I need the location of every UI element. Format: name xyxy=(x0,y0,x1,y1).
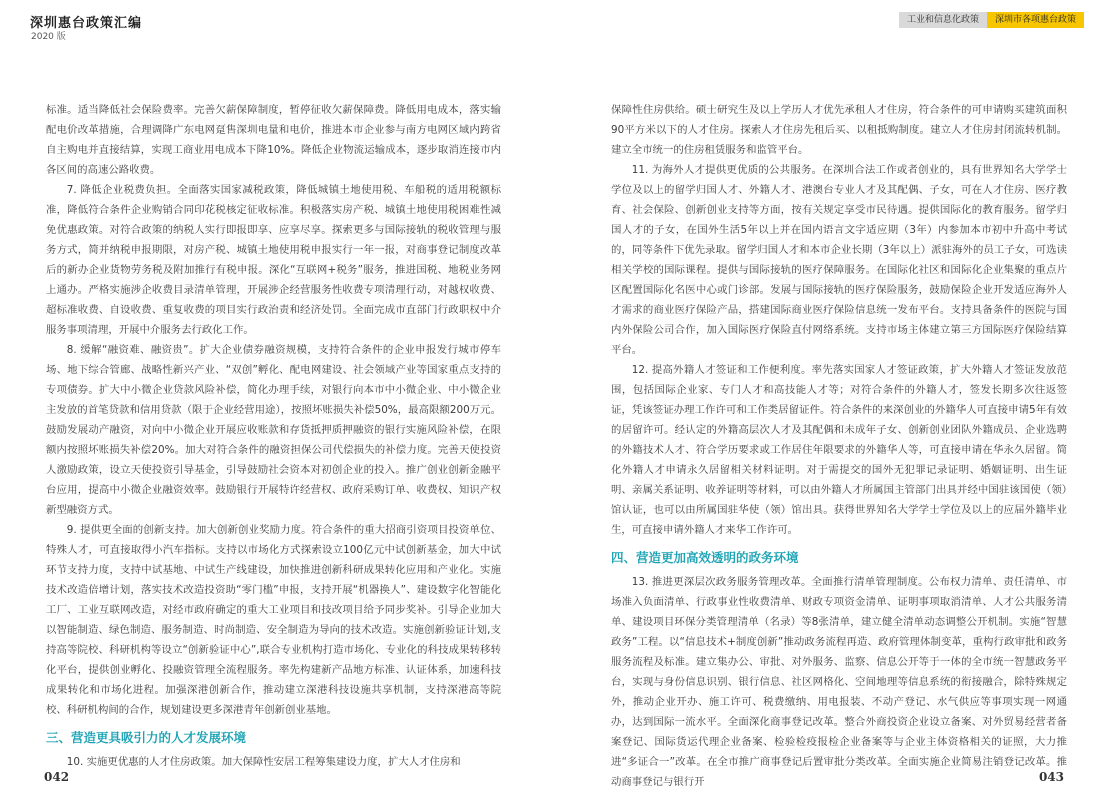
paragraph-item-9: 9. 提供更全面的创新支持。加大创新创业奖励力度。符合条件的重大招商引资项目投资单位、特殊人才，可直接取得小汽车指标。支持以市场化方式探索设立100亿元中试创新基金，加大中试环节支持力度，支持中试基地、中试生产线建设，加快推进创新科研成果转化应用和产业化。实施技术改造倍增计划，落实技术改造投资助“零门槛”申报，支持开展“机器换人”、建设数字化智能化工厂、工业互联网改造，对经市政府确定的重大工业项目和技改项目给予同步奖补。引导企业加大以智能制造、绿色制造、服务制造、时尚制造、安全制造为导向的技术改造。实施创新验证计划,支持高等院校、科研机构等设立“创新验证中心”,联合专业机构打造市场化、专业化的科技成果转移转化平台，提供创业孵化、投融资管理全流程服务。率先构建新产品地方标准、认证体系，加速科技成果转化和市场化进程。加强深港创新合作，推动建立深港科技设施共享机制，支持深港高等院校、科研机构间的合作，规划建设更多深港青年创新创业基地。 xyxy=(46,524,501,716)
paragraph-continuation: 保障性住房供给。硕士研究生及以上学历人才优先承租人才住房，符合条件的可申请购买建筑面积90平方米以下的人才住房。探索人才住房先租后买、以租抵购制度。建立人才住房封闭流转机制。建立全市统一的住房租赁服务和监管平台。 xyxy=(611,104,1067,156)
paragraph-item-8: 8. 缓解“融资难、融资贵”。扩大企业债券融资规模，支持符合条件的企业申报发行城市停车场、地下综合管廊、战略性新兴产业、“双创”孵化、配电网建设、社会领域产业等国家重点支持的专项债券。扩大中小微企业贷款风险补偿，简化办理手续，对银行向本市中小微企业、中小微企业主发放的首笔贷款和信用贷款（限于企业经营用途），按照坏账损失补偿50%，最高限额200万元。鼓励发展动产融资，对向中小微企业开展应收账款和存货抵押质押融资的银行实施风险补偿，在限额内按照坏账损失补偿20%。加大对符合条件的融资担保公司代偿损失的补偿力度。完善天使投资人激励政策，设立天使投资引导基金，引导鼓励社会资本对初创企业的投入。推广创业创新金融平台应用，提高中小微企业融资效率。鼓励银行开展特许经营权、政府采购订单、收费权、知识产权新型融资方式。 xyxy=(46,344,501,516)
section-tags xyxy=(899,12,1084,28)
book-title: 深圳惠台政策汇编 xyxy=(30,16,143,31)
right-text-column xyxy=(611,100,1067,792)
paragraph-continuation: 标准。适当降低社会保险费率。完善欠薪保障制度，暂停征收欠薪保障费。降低用电成本，落实输配电价改革措施，合理调降广东电网趸售深圳电量和电价，推进本市企业参与南方电网区域内跨省自主购电并直接结算，实现工商业用电成本下降10%。降低企业物流运输成本，逐步取消连接市内各区间的高速公路收费。 xyxy=(46,104,501,176)
left-text-column xyxy=(46,100,501,772)
page-number-right: 043 xyxy=(1038,770,1064,784)
right-page xyxy=(551,0,1102,790)
paragraph-item-10: 10. 实施更优惠的人才住房政策。加大保障性安居工程筹集建设力度，扩大人才住房和 xyxy=(66,756,461,768)
section-heading-governance: 四、营造更加高效透明的政务环境 xyxy=(611,550,799,565)
left-page xyxy=(0,0,551,790)
paragraph-item-7: 7. 降低企业税费负担。全面落实国家减税政策，降低城镇土地使用税、车船税的适用税额标准，降低符合条件企业购销合同印花税核定征收标准。积极落实房产税、城镇土地使用税困难性减免优惠政策。对符合政策的纳税人实行即报即享、应享尽享。探索更多与国际接轨的税收管理与服务方式，简并纳税申报期限，对房产税、城镇土地使用税申报实行一年一报，对商事登记制度改革后的新办企业货物劳务税及附加推行有税申报。深化“互联网+税务”服务，推进国税、地税业务网上通办。严格实施涉企收费目录清单管理，开展涉企经营服务性收费专项清理行动，对越权收费、超标准收费、自设收费、重复收费的项目实行政治责和经济处罚。全面完成市直部门行政职权中介服务事项清理，开展中介服务去行政化工作。 xyxy=(46,184,501,336)
paragraph-item-12: 12. 提高外籍人才签证和工作便利度。率先落实国家人才签证政策，扩大外籍人才签证发放范围，包括国际企业家、专门人才和高技能人才等；对符合条件的外籍人才，签发长期多次往返签证，凭该签证办理工作许可和工作类居留证件。符合条件的来深创业的外籍华人可直接申请5年有效的居留许可。经认定的外籍高层次人才及其配偶和未成年子女、创新创业团队外籍成员、企业选聘的外籍技术人才、符合学历要求或工作居住年限要求的外籍华人等，可直接申请在华永久居留。简化外籍人才申请永久居留相关材料证明。对于需提交的国外无犯罪记录证明、婚姻证明、出生证明、亲属关系证明、收养证明等材料，可以由外籍人才所属国主管部门出具并经中国驻该国使（领）馆认证，也可以由所属国驻华使（领）馆出具。获得世界知名大学学士学位及以上的应届外籍毕业生，可直接申请外籍人才来华工作许可。 xyxy=(611,364,1067,536)
paragraph-item-11: 11. 为海外人才提供更优质的公共服务。在深圳合法工作或者创业的，具有世界知名大学学士学位及以上的留学归国人才、外籍人才、港澳台专业人才及其配偶、子女，可在人才住房、医疗教育、社会保险、创新创业支持等方面，按有关规定享受市民待遇。提供国际化的教育服务。留学归国人才的子女，在国外生活5年以上并在国内语言文字适应期（3年）内参加本市初中升高中考试的，同等条件下优先录取。留学归国人才和本市企业长期（3年以上）派驻海外的员工子女，可选读相关学校的国际课程。提供与国际接轨的医疗保障服务。在国际化社区和国际化企业集聚的重点片区配置国际化名医中心或门诊部。发展与国际接轨的医疗保险服务，鼓励保险企业开发适应海外人才需求的商业医疗保险产品，搭建国际商业医疗保险信息统一发布平台。支持具备条件的医院与国内外保险公司合作，加入国际医疗保险直付网络系统。支持市场主体建立第三方国际医疗保险结算平台。 xyxy=(611,164,1067,356)
page-number-left: 042 xyxy=(44,770,70,784)
section-tag: 深圳市各项惠台政策 xyxy=(987,12,1084,28)
section-heading-talent: 三、营造更具吸引力的人才发展环境 xyxy=(46,730,247,745)
edition-year: 2020 版 xyxy=(31,32,66,42)
paragraph-item-13: 13. 推进更深层次政务服务管理改革。全面推行清单管理制度。公布权力清单、责任清单、市场准入负面清单、行政事业性收费清单、财政专项资金清单、证明事项取消清单、人才公共服务清单、建设项目环保分类管理清单（名录）等8张清单，建立健全清单动态调整公开机制。实施“智慧政务”工程。以“信息技术+制度创新”推动政务流程再造、政府管理体制变革，重构行政审批和政务服务流程及标准。建立集办公、审批、对外服务、监察、信息公开等于一体的全市统一智慧政务平台，实现与身份信息识别、银行信息、社区网格化、空间地理等信息系统的衔接融合，除特殊规定外，推动企业开办、施工许可、税费缴纳、用电报装、不动产登记、水气供应等事项实现一网通办，达到国际一流水平。全面深化商事登记改革。整合外商投资企业设立备案、对外贸易经营者备案登记、国际货运代理企业备案、检验检疫报检企业备案等与企业主体资格相关的证照，大力推进“多证合一”改革。在全市推广商事登记后置审批分类改革。全面实施企业简易注销登记改革。推动商事登记与银行开 xyxy=(611,576,1067,788)
category-tag: 工业和信息化政策 xyxy=(899,12,987,28)
